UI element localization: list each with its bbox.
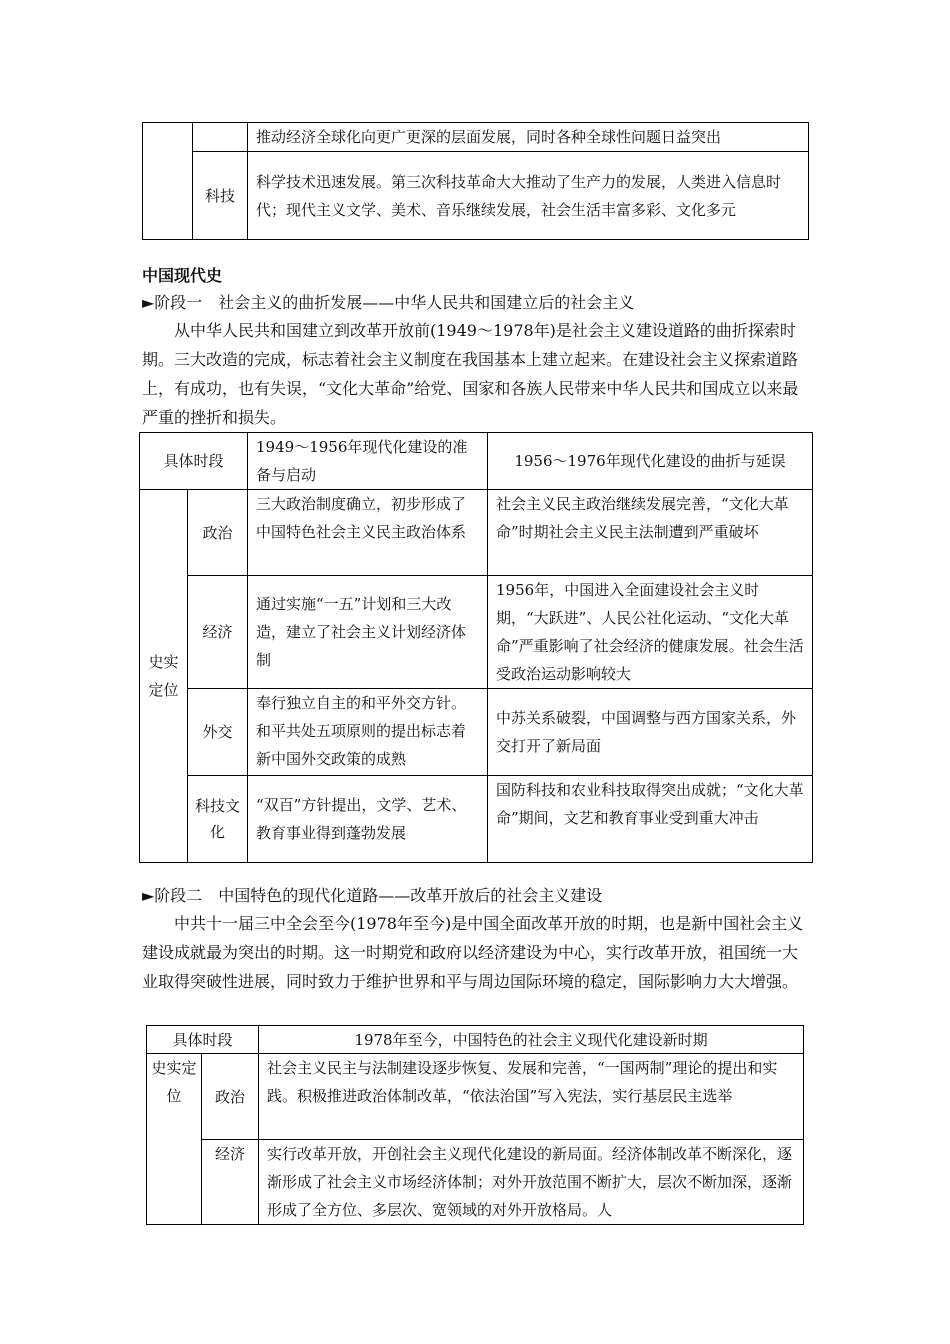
cell-text: 实行改革开放，开创社会主义现代化建设的新局面。经济体制改革不断深化，逐渐形成了社会主义市场经济体制；对外开放范围不断扩大，层次不断加深，逐渐形成了全方位、多层次、宽领域的对外开放格局。人: [259, 1140, 804, 1225]
row-label: 政治: [188, 490, 248, 576]
row-label: 政治: [202, 1054, 259, 1140]
stage1-title: ►阶段一 社会主义的曲折发展——中华人民共和国建立后的社会主义: [142, 293, 635, 312]
section-title: 中国现代史: [142, 266, 223, 285]
side-label: 史实定位: [147, 1054, 202, 1225]
stage1-paragraph: 从中华人民共和国建立到改革开放前(1949～1978年)是社会主义建设道路的曲折探索时期。三大改造的完成，标志着社会主义制度在我国基本上建立起来。在建设社会主义探索道路上，有成功，也有失误，“文化大革命”给党、国家和各族人民带来中华人民共和国成立以来最严重的挫折和损失。: [142, 321, 799, 427]
empty-side-cell: [143, 123, 193, 240]
globalization-text: 推动经济全球化向更广更深的层面发展，同时各种全球性问题日益突出: [248, 123, 809, 152]
cell-text: 国防科技和农业科技取得突出成就；“文化大革命”期间，文艺和教育事业受到重大冲击: [488, 776, 813, 863]
cell-text: 三大政治制度确立，初步形成了中国特色社会主义民主政治体系: [248, 490, 488, 576]
side-label: 史实定位: [140, 490, 188, 863]
tech-label: 科技: [193, 152, 248, 240]
cell-text: 中苏关系破裂，中国调整与西方国家关系，外交打开了新局面: [488, 689, 813, 776]
row-label: 经济: [202, 1140, 259, 1225]
cell-text: 奉行独立自主的和平外交方针。和平共处五项原则的提出标志着新中国外交政策的成熟: [248, 689, 488, 776]
cell-text: 社会主义民主政治继续发展完善，“文化大革命”时期社会主义民主法制遭到严重破坏: [488, 490, 813, 576]
period2-header: 1956～1976年现代化建设的曲折与延误: [488, 433, 813, 490]
cell-text: “双百”方针提出，文学、艺术、教育事业得到蓬勃发展: [248, 776, 488, 863]
period-header-text: 1978年至今，中国特色的社会主义现代化建设新时期: [259, 1026, 804, 1054]
period-header: 具体时段: [147, 1026, 259, 1054]
tech-text: 科学技术迅速发展。第三次科技革命大大推动了生产力的发展，人类进入信息时代；现代主义文学、美术、音乐继续发展，社会生活丰富多彩、文化多元: [248, 152, 809, 240]
period1-header: 1949～1956年现代化建设的准备与启动: [248, 433, 488, 490]
row-label: 外交: [188, 689, 248, 776]
row-label: 科技文化: [188, 776, 248, 863]
period-header: 具体时段: [140, 433, 248, 490]
stage2-title: ►阶段二 中国特色的现代化道路——改革开放后的社会主义建设: [142, 886, 603, 905]
cell-text: 社会主义民主与法制建设逐步恢复、发展和完善，“一国两制”理论的提出和实践。积极推进政治体制改革，“依法治国”写入宪法，实行基层民主选举: [259, 1054, 804, 1140]
world-history-table-fragment: [142, 122, 809, 240]
stage2-paragraph: 中共十一届三中全会至今(1978年至今)是中国全面改革开放的时期，也是新中国社会主义建设成就最为突出的时期。这一时期党和政府以经济建设为中心，实行改革开放，祖国统一大业取得突破性进展，同时致力于维护世界和平与周边国际环境的稳定，国际影响力大大增强。: [142, 914, 804, 991]
cell-text: 1956年，中国进入全面建设社会主义时期，“大跃进”、人民公社化运动、“文化大革命”严重影响了社会经济的健康发展。社会生活受政治运动影响较大: [488, 576, 813, 689]
stage2-table: [146, 1025, 804, 1225]
cell-text: 通过实施“一五”计划和三大改造，建立了社会主义计划经济体制: [248, 576, 488, 689]
row-label: 经济: [188, 576, 248, 689]
stage1-table: [139, 432, 813, 863]
empty-label-cell: [193, 123, 248, 152]
